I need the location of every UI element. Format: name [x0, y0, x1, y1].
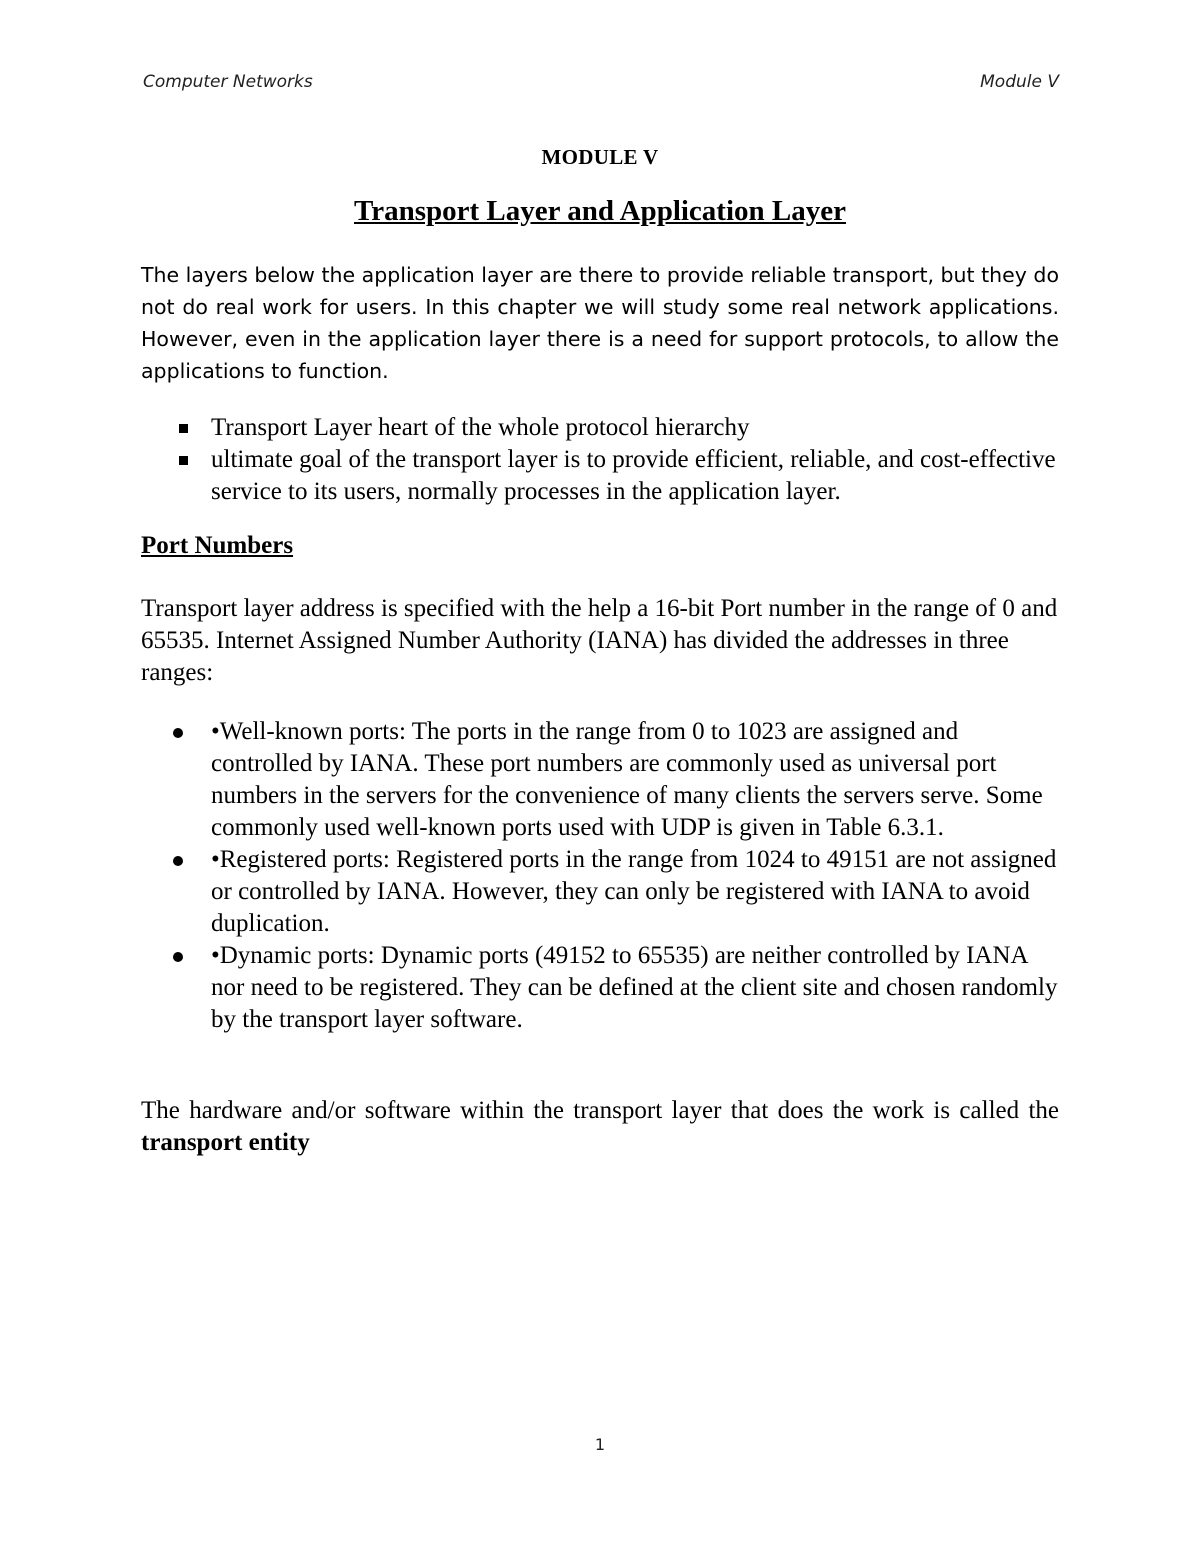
module-label: MODULE V: [541, 145, 659, 169]
dot-bullet-icon: [173, 856, 183, 866]
list-item-text: ultimate goal of the transport layer is to provide efficient, reliable, and cost-effective service to its users, normally processes in the application layer.: [211, 446, 1056, 505]
square-bullet-icon: [179, 424, 188, 433]
closing-text: The hardware and/or software within the transport layer that does the work is called the: [141, 1097, 1059, 1124]
list-item-text: •Registered ports: Registered ports in the range from 1024 to 49151 are not assigned or controlled by IANA. However, they can only be registered with IANA to avoid duplication.: [211, 846, 1057, 937]
list-item: [141, 716, 1059, 844]
square-bullet-icon: [179, 456, 188, 465]
running-header: [143, 72, 1059, 92]
list-item: [141, 412, 1059, 444]
closing-paragraph: [141, 1095, 1059, 1159]
header-course-title: Computer Networks: [143, 72, 313, 92]
list-item: [141, 844, 1059, 940]
dot-bullet-icon: [173, 728, 183, 738]
list-item: [141, 940, 1059, 1036]
port-numbers-paragraph: Transport layer address is specified with the help a 16-bit Port number in the range of 0 and 65535. Internet Assigned Number Authority (IANA) has divided the addresses in three ranges:: [141, 595, 1058, 686]
list-item-text: •Well-known ports: The ports in the range from 0 to 1023 are assigned and controlled by IANA. These port numbers are commonly used as universal port numbers in the servers for the convenience of many clients the servers serve. Some commonly used well-known ports used with UDP is given in Table 6.3.1.: [211, 718, 1043, 841]
header-module: Module V: [980, 72, 1059, 92]
list-item-text: •Dynamic ports: Dynamic ports (49152 to 65535) are neither controlled by IANA nor need to be registered. They can be defined at the client site and chosen randomly by the transport layer software.: [211, 942, 1058, 1033]
page-number: 1: [594, 1435, 606, 1454]
intro-paragraph: The layers below the application layer are there to provide reliable transport, but they do not do real work for users. In this chapter we will study some real network applications. However, even in the application layer there is a need for support protocols, to allow the applications to function.: [141, 263, 1059, 383]
list-item-text: Transport Layer heart of the whole protocol hierarchy: [211, 414, 750, 441]
closing-bold-term: transport entity: [141, 1129, 310, 1156]
page-title: Transport Layer and Application Layer: [354, 195, 846, 227]
section-heading: Port Numbers: [141, 532, 294, 559]
dot-bullet-icon: [173, 952, 183, 962]
port-range-list: [141, 716, 1059, 1036]
square-bullet-list: [141, 412, 1059, 508]
list-item: [141, 444, 1059, 508]
